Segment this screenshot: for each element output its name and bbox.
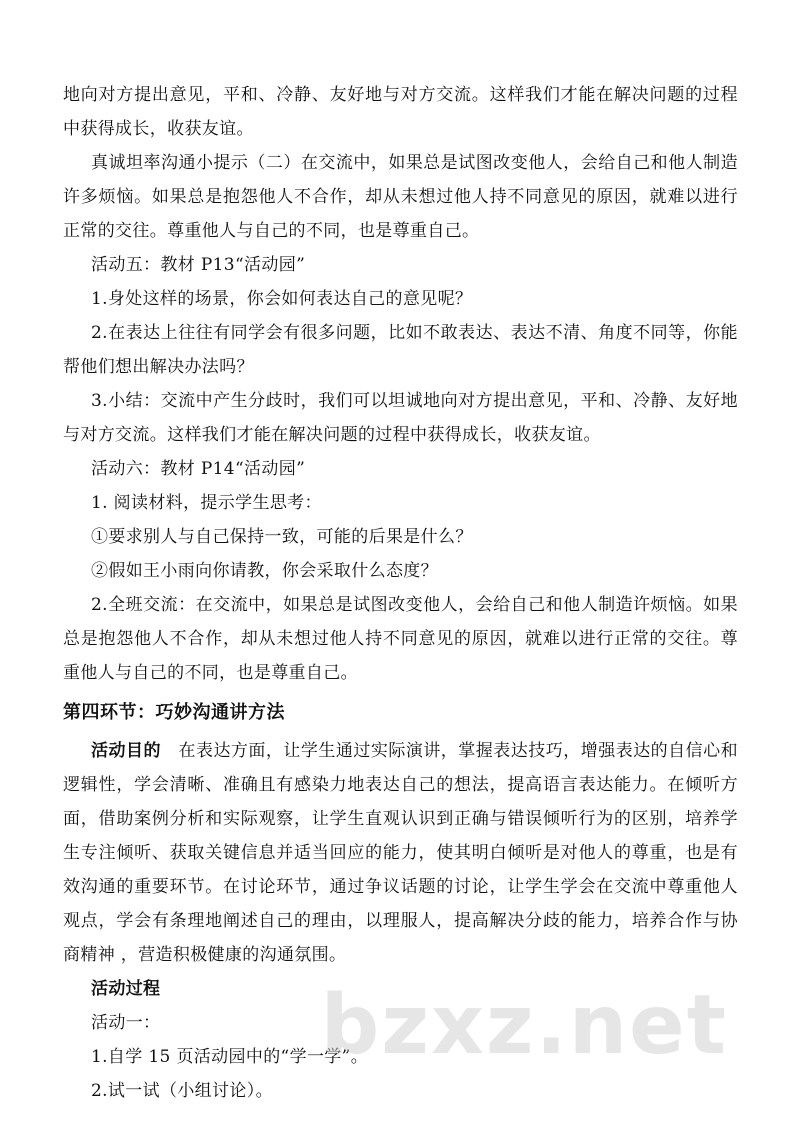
activity-goal-label: 活动目的 xyxy=(91,741,161,761)
paragraph-continuation: 地向对方提出意见，平和、冷静、友好地与对方交流。这样我们才能在解决问题的过程中获得成长，收获友谊。 xyxy=(63,85,738,139)
activity-goal-paragraph xyxy=(63,734,738,972)
activity-five-item-2: 2.在表达上往往有同学会有很多问题，比如不敢表达、表达不清、角度不同等，你能帮他们想出解决办法吗？ xyxy=(63,323,738,377)
activity-five-summary: 3.小结：交流中产生分歧时，我们可以坦诚地向对方提出意见，平和、冷静、友好地与对方交流。这样我们才能在解决问题的过程中获得成长，收获友谊。 xyxy=(63,391,738,445)
section-heading: 第四环节：巧妙沟通讲方法 xyxy=(63,702,285,723)
site-watermark: bzxz.net xyxy=(320,978,728,1073)
activity-five-item-1: 1.身处这样的场景，你会如何表达自己的意见呢？ xyxy=(91,289,473,309)
activity-one-title: 活动一： xyxy=(91,1013,161,1033)
activity-six-item-1: 1. 阅读材料，提示学生思考： xyxy=(91,493,322,513)
activity-six-item-2: 2.全班交流：在交流中，如果总是试图改变他人，会给自己和他人制造许烦恼。如果总是抱怨他人不合作，却从未想过他人持不同意见的原因，就难以进行正常的交往。尊重他人与自己的不同，也是尊重自己。 xyxy=(63,595,738,683)
activity-goal-text: 在表达方面，让学生通过实际演讲，掌握表达技巧，增强表达的自信心和逻辑性，学会清晰、准确且有感染力地表达自己的想法，提高语言表达能力。在倾听方面，借助案例分析和实际观察，让学生直观认识到正确与错误倾听行为的区别，培养学生专注倾听、获取关键信息并适当回应的能力，使其明白倾听是对他人的尊重，也是有效沟通的重要环节。在讨论环节，通过争议话题的讨论，让学生学会在交流中尊重他人观点，学会有条理地阐述自己的理由，以理服人，提高解决分歧的能力，培养合作与协商精神 ，营造积极健康的沟通氛围。 xyxy=(63,741,738,965)
activity-six-title: 活动六：教材 P14“活动园” xyxy=(91,459,306,479)
activity-six-question-1: ①要求别人与自己保持一致，可能的后果是什么？ xyxy=(91,527,473,547)
activity-five-title: 活动五：教材 P13“活动园” xyxy=(91,255,306,275)
activity-process-label: 活动过程 xyxy=(91,979,161,999)
paragraph-tip-two: 真诚坦率沟通小提示（二）在交流中，如果总是试图改变他人，会给自己和他人制造许多烦恼。如果总是抱怨他人不合作，却从未想过他人持不同意见的原因，就难以进行正常的交往。尊重他人与自己的不同，也是尊重自己。 xyxy=(63,153,738,241)
activity-six-question-2: ②假如王小雨向你请教，你会采取什么态度？ xyxy=(91,561,438,581)
activity-one-item-1: 1.自学 15 页活动园中的“学一学”。 xyxy=(91,1047,369,1067)
activity-one-item-2: 2.试一试（小组讨论）。 xyxy=(91,1081,273,1101)
